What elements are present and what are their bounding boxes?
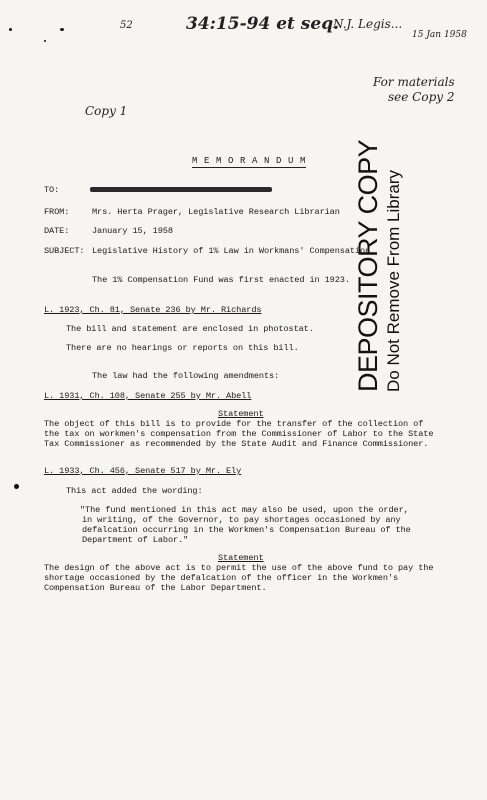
section2-paragraph-line3: Tax Commissioner as recommended by the State Audit and Finance Commissioner. xyxy=(44,439,429,449)
redacted-recipient xyxy=(90,187,272,192)
section3-statement-label: Statement xyxy=(218,553,264,563)
scan-speck xyxy=(14,484,19,489)
top-right-annotation: 15 Jan 1958 xyxy=(412,30,467,40)
depository-stamp-line1: DEPOSITORY COPY xyxy=(353,139,383,392)
to-label: TO: xyxy=(44,185,60,195)
section3-quote-line1: "The fund mentioned in this act may also be used, upon the order, xyxy=(80,505,409,515)
scan-speck xyxy=(44,40,46,42)
section3-quote-line3: defalcation occurring in the Workmen's Compensation Bureau of the xyxy=(82,525,411,535)
section2-heading: L. 1931, Ch. 108, Senate 255 by Mr. Abell xyxy=(44,391,252,401)
section2-statement-label: Statement xyxy=(218,409,264,419)
copy-note-line1: For materials xyxy=(373,75,455,89)
memo-title: M E M O R A N D U M xyxy=(192,156,307,166)
section3-heading: L. 1933, Ch. 456, Senate 517 by Mr. Ely xyxy=(44,466,242,476)
scan-speck xyxy=(9,28,12,31)
section3-paragraph-line2: shortage occasioned by the defalcation of the officer in the Workmen's xyxy=(44,573,398,583)
section3-quote-line2: in writing, of the Governor, to pay shortages occasioned by any xyxy=(82,515,401,525)
subject-value: Legislative History of 1% Law in Workmans' Compensation xyxy=(92,246,371,256)
section3-intro: This act added the wording: xyxy=(66,486,203,496)
copy-note-line2: see Copy 2 xyxy=(388,90,455,104)
number-prefix-annotation: 52 xyxy=(120,20,133,31)
section2-paragraph-line2: the tax on workmen's compensation from the Commissioner of Labor to the State xyxy=(44,429,434,439)
from-value: Mrs. Herta Prager, Legislative Research Librarian xyxy=(92,207,340,217)
section1-heading: L. 1923, Ch. 81, Senate 236 by Mr. Richards xyxy=(44,305,262,315)
section1-line2: There are no hearings or reports on this bill. xyxy=(66,343,299,353)
section3-paragraph-line1: The design of the above act is to permit the use of the above fund to pay the xyxy=(44,563,434,573)
section1-line1: The bill and statement are enclosed in photostat. xyxy=(66,324,314,334)
top-scribble-annotation: N.J. Legis... xyxy=(333,17,403,31)
section3-paragraph-line3: Compensation Bureau of the Labor Department. xyxy=(44,583,267,593)
section1-line3: The law had the following amendments: xyxy=(92,371,280,381)
date-value: January 15, 1958 xyxy=(92,226,173,236)
intro-line: The 1% Compensation Fund was first enacted in 1923. xyxy=(92,275,350,285)
call-number-annotation: 34:15-94 et seq. xyxy=(186,14,339,34)
depository-stamp-line2: Do Not Remove From Library xyxy=(384,169,403,392)
section2-paragraph-line1: The object of this bill is to provide for the transfer of the collection of xyxy=(44,419,424,429)
copy1-annotation: Copy 1 xyxy=(85,104,128,118)
scan-speck xyxy=(60,28,64,31)
section3-quote-line4: Department of Labor." xyxy=(82,535,189,545)
from-label: FROM: xyxy=(44,207,70,217)
date-label: DATE: xyxy=(44,226,70,236)
subject-label: SUBJECT: xyxy=(44,246,85,256)
